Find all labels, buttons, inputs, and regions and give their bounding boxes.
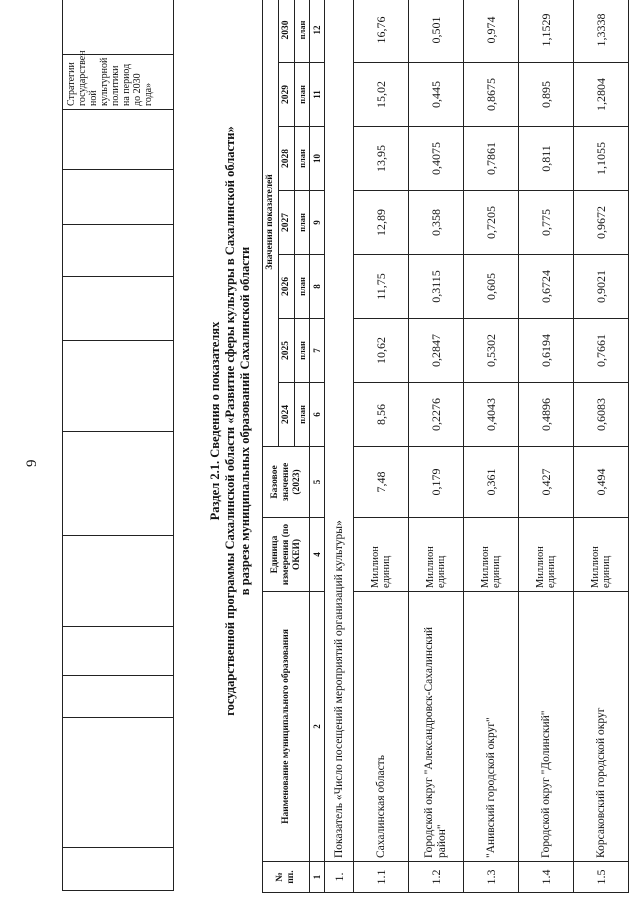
- value-cell: 0,7205: [464, 191, 519, 255]
- value-cell: 0,4896: [519, 383, 574, 447]
- column-number: 5: [310, 447, 325, 518]
- column-number: 12: [310, 0, 325, 63]
- row-number: 1.5: [574, 862, 629, 893]
- header-year: 2026: [279, 255, 295, 319]
- strip-cell: [63, 341, 174, 432]
- column-number-row: [310, 0, 325, 893]
- header-unit: Единица измерения (по ОКЕИ): [263, 518, 310, 592]
- unit-cell: Миллион единиц: [464, 518, 519, 592]
- header-values-group: Значения показателей: [263, 0, 279, 447]
- column-number: 6: [310, 383, 325, 447]
- section-number: 1.: [325, 862, 354, 893]
- unit-cell: Миллион единиц: [574, 518, 629, 592]
- row-number: 1.2: [409, 862, 464, 893]
- value-cell: 1,3338: [574, 0, 629, 63]
- value-cell: 0,775: [519, 191, 574, 255]
- value-cell: 0,3115: [409, 255, 464, 319]
- strip-cell: [63, 536, 174, 627]
- value-cell: 0,2847: [409, 319, 464, 383]
- value-cell: 16,76: [354, 0, 409, 63]
- header-plan: план: [295, 191, 310, 255]
- value-cell: 0,2276: [409, 383, 464, 447]
- strip-cell: [63, 848, 174, 891]
- base-value: 0,179: [409, 447, 464, 518]
- base-value: 7,48: [354, 447, 409, 518]
- value-cell: 0,5302: [464, 319, 519, 383]
- title-subline: в разрезе муниципальных образований Сахалинской области: [238, 246, 252, 596]
- value-cell: 1,1529: [519, 0, 574, 63]
- column-number: 11: [310, 63, 325, 127]
- header-year: 2029: [279, 63, 295, 127]
- row-number: 1.1: [354, 862, 409, 893]
- unit-cell: Миллион единиц: [519, 518, 574, 592]
- strategy-cell: Стратегии государствен ной культурной политики на период до 2030 года»: [63, 55, 174, 110]
- value-cell: 0,9672: [574, 191, 629, 255]
- value-cell: 0,4043: [464, 383, 519, 447]
- value-cell: 0,9021: [574, 255, 629, 319]
- base-value: 0,361: [464, 447, 519, 518]
- column-number: 8: [310, 255, 325, 319]
- value-cell: 1,1055: [574, 127, 629, 191]
- strip-cell: [63, 110, 174, 170]
- header-plan: план: [295, 319, 310, 383]
- value-cell: 0,7661: [574, 319, 629, 383]
- table-row: [464, 0, 519, 893]
- municipality-name: Сахалинская область: [354, 592, 409, 862]
- strip-cell: [63, 718, 174, 848]
- municipality-name: Городской округ "Долинский": [519, 592, 574, 862]
- municipality-name: "Анивский городской округ": [464, 592, 519, 862]
- row-number: 1.3: [464, 862, 519, 893]
- strip-cell: [63, 432, 174, 536]
- value-cell: 0,7861: [464, 127, 519, 191]
- unit-cell: Миллион единиц: [409, 518, 464, 592]
- value-cell: 10,62: [354, 319, 409, 383]
- value-cell: 0,445: [409, 63, 464, 127]
- strip-cell: [63, 225, 174, 277]
- header-plan: план: [295, 0, 310, 63]
- municipality-name: Городской округ "Александровск-Сахалинский район": [409, 592, 464, 862]
- table-row: [354, 0, 409, 893]
- section-row: [325, 0, 354, 893]
- value-cell: 8,56: [354, 383, 409, 447]
- value-cell: 0,4075: [409, 127, 464, 191]
- value-cell: 0,501: [409, 0, 464, 63]
- program-title: государственной программы Сахалинской области «Развитие сферы культуры в Сахалинской области»: [223, 126, 237, 716]
- value-cell: 1,2804: [574, 63, 629, 127]
- municipality-name: Корсаковский городской округ: [574, 592, 629, 862]
- base-value: 0,427: [519, 447, 574, 518]
- value-cell: 0,6724: [519, 255, 574, 319]
- header-year: 2030: [279, 0, 295, 63]
- header-base: Базовое значение (2023): [263, 447, 310, 518]
- section-title: Раздел 2.1. Сведения о показателях: [208, 321, 222, 521]
- column-number: 10: [310, 127, 325, 191]
- header-row: [263, 0, 279, 893]
- header-plan: план: [295, 383, 310, 447]
- section-label: Показатель «Число посещений мероприятий организаций культуры»: [325, 0, 354, 862]
- column-number: 7: [310, 319, 325, 383]
- value-cell: 15,02: [354, 63, 409, 127]
- header-year: 2027: [279, 191, 295, 255]
- value-cell: 0,6083: [574, 383, 629, 447]
- indicators-table: [262, 0, 629, 893]
- previous-table-continuation: [62, 0, 174, 891]
- value-cell: 0,895: [519, 63, 574, 127]
- column-number: 1: [310, 862, 325, 893]
- strip-cell: [63, 627, 174, 676]
- column-number: 9: [310, 191, 325, 255]
- column-number: 4: [310, 518, 325, 592]
- unit-cell: Миллион единиц: [354, 518, 409, 592]
- table-row: [519, 0, 574, 893]
- strip-cell: [63, 676, 174, 718]
- value-cell: 0,8675: [464, 63, 519, 127]
- strip-cell: [63, 170, 174, 225]
- value-cell: 0,974: [464, 0, 519, 63]
- value-cell: 12,89: [354, 191, 409, 255]
- page-number: 9: [24, 459, 40, 467]
- header-year: 2024: [279, 383, 295, 447]
- row-number: 1.4: [519, 862, 574, 893]
- base-value: 0,494: [574, 447, 629, 518]
- table-row: [409, 0, 464, 893]
- header-plan: план: [295, 63, 310, 127]
- strip-cell: [63, 277, 174, 341]
- value-cell: 0,811: [519, 127, 574, 191]
- header-year: 2025: [279, 319, 295, 383]
- value-cell: 0,6194: [519, 319, 574, 383]
- value-cell: 11,75: [354, 255, 409, 319]
- header-no: № пп.: [263, 862, 310, 893]
- value-cell: 0,605: [464, 255, 519, 319]
- header-plan: план: [295, 255, 310, 319]
- header-name: Наименование муниципального образования: [263, 592, 310, 862]
- table-row: [574, 0, 629, 893]
- strip-cell: [63, 0, 174, 55]
- header-year: 2028: [279, 127, 295, 191]
- value-cell: 0,358: [409, 191, 464, 255]
- column-number: 2: [310, 592, 325, 862]
- header-plan: план: [295, 127, 310, 191]
- value-cell: 13,95: [354, 127, 409, 191]
